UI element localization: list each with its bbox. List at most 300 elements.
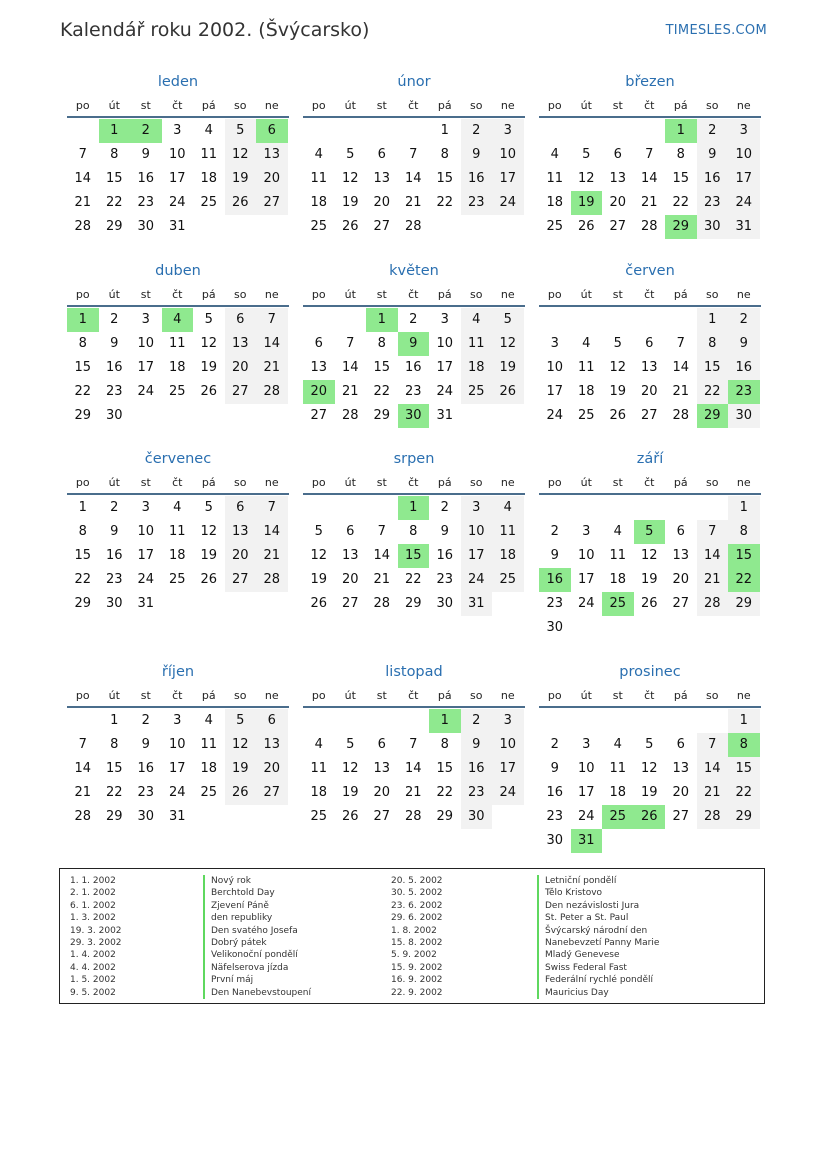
week-row	[539, 805, 761, 829]
day-cell: 22	[436, 785, 454, 800]
week-row	[303, 119, 525, 143]
day-cell: 23	[436, 572, 454, 587]
legend-names-left	[203, 875, 311, 999]
empty-cell	[539, 119, 571, 143]
week-row	[539, 757, 761, 781]
weekday-label: čt	[172, 99, 183, 112]
week-row	[539, 568, 761, 592]
day-cell: 6	[645, 336, 654, 351]
empty-cell	[335, 496, 367, 520]
day-cell: 24	[492, 781, 524, 805]
day-cell: 3	[173, 713, 182, 728]
day-cell: 9	[550, 761, 559, 776]
empty-cell	[634, 829, 666, 853]
month-name: květen	[389, 263, 439, 279]
weekday-label: ne	[736, 689, 751, 702]
day-cell: 4	[173, 500, 182, 515]
day-cell: 13	[373, 171, 391, 186]
weekday-label: so	[234, 288, 247, 301]
week-row	[67, 496, 289, 520]
day-cell: 7	[409, 737, 418, 752]
day-cell: 6	[377, 737, 386, 752]
day-cell: 2	[728, 308, 760, 332]
weekday-label: čt	[644, 99, 655, 112]
holiday-date: 1. 5. 2002	[70, 975, 116, 986]
day-cell: 21	[256, 544, 288, 568]
weekday-label: ne	[736, 99, 751, 112]
day-cell: 4	[204, 713, 213, 728]
holiday-name: Švýcarský národní den	[537, 925, 659, 937]
day-cell: 15	[105, 171, 123, 186]
empty-cell	[225, 215, 257, 239]
day-cell: 8	[78, 336, 87, 351]
day-cell: 29	[697, 404, 729, 428]
weekday-label: po	[75, 288, 90, 301]
weekday-label: ne	[264, 476, 279, 489]
day-cell: 12	[640, 548, 658, 563]
week-row	[303, 757, 525, 781]
month-block	[539, 662, 761, 853]
day-cell: 14	[373, 548, 391, 563]
day-cell: 4	[613, 737, 622, 752]
month-block	[303, 449, 525, 616]
day-cell: 29	[404, 596, 422, 611]
weekday-label: pá	[673, 689, 688, 702]
day-cell: 1	[366, 308, 398, 332]
weekday-label: pá	[201, 288, 216, 301]
day-cell: 11	[168, 524, 186, 539]
weekday-header	[303, 686, 525, 708]
day-cell: 6	[377, 147, 386, 162]
week-row	[303, 143, 525, 167]
weekday-label: čt	[408, 476, 419, 489]
day-cell: 9	[110, 524, 119, 539]
week-row	[303, 733, 525, 757]
weekday-label: pá	[437, 99, 452, 112]
day-cell: 25	[461, 380, 493, 404]
empty-cell	[492, 805, 524, 829]
holiday-date: 1. 3. 2002	[70, 913, 116, 924]
day-cell: 20	[341, 572, 359, 587]
day-cell: 9	[141, 737, 150, 752]
day-cell: 5	[634, 520, 666, 544]
day-cell: 9	[550, 548, 559, 563]
holiday-name: Velikonoční pondělí	[203, 949, 311, 961]
weekday-label: po	[75, 689, 90, 702]
weekday-label: ne	[500, 476, 515, 489]
day-cell: 27	[609, 219, 627, 234]
day-cell: 31	[168, 219, 186, 234]
holiday-date: 19. 3. 2002	[70, 925, 122, 936]
empty-cell	[461, 404, 493, 428]
day-cell: 26	[200, 384, 218, 399]
holiday-name: Federální rychlé pondělí	[537, 974, 659, 986]
empty-cell	[665, 829, 697, 853]
day-cell: 13	[609, 171, 627, 186]
holiday-date: 5. 9. 2002	[391, 950, 437, 961]
day-cell: 26	[341, 809, 359, 824]
day-cell: 5	[225, 709, 257, 733]
day-cell: 17	[137, 360, 155, 375]
day-cell: 20	[609, 195, 627, 210]
day-cell: 13	[256, 143, 288, 167]
weekday-label: ne	[264, 288, 279, 301]
day-cell: 6	[346, 524, 355, 539]
weekday-label: pá	[201, 99, 216, 112]
day-cell: 26	[341, 219, 359, 234]
day-cell: 13	[672, 761, 690, 776]
day-cell: 27	[225, 568, 257, 592]
day-cell: 14	[640, 171, 658, 186]
holiday-name: První máj	[203, 974, 311, 986]
holiday-name: Mauricius Day	[537, 987, 659, 999]
page-title: Kalendář roku 2002. (Švýcarsko)	[60, 19, 370, 41]
weekday-label: út	[108, 689, 120, 702]
weekday-label: pá	[437, 476, 452, 489]
day-cell: 20	[225, 544, 257, 568]
weekday-label: st	[612, 476, 623, 489]
week-row	[67, 568, 289, 592]
empty-cell	[492, 592, 524, 616]
day-cell: 13	[373, 761, 391, 776]
week-row	[539, 781, 761, 805]
day-cell: 28	[672, 408, 690, 423]
day-cell: 14	[404, 171, 422, 186]
day-cell: 14	[74, 761, 92, 776]
day-cell: 19	[310, 572, 328, 587]
day-cell: 9	[141, 147, 150, 162]
day-cell: 3	[550, 336, 559, 351]
month-name: únor	[397, 74, 431, 90]
day-cell: 24	[577, 809, 595, 824]
day-cell: 22	[697, 380, 729, 404]
day-cell: 12	[225, 143, 257, 167]
day-cell: 14	[256, 520, 288, 544]
week-row	[539, 380, 761, 404]
day-cell: 24	[137, 572, 155, 587]
week-row	[303, 520, 525, 544]
weekday-label: st	[140, 476, 151, 489]
day-cell: 7	[409, 147, 418, 162]
site-link[interactable]: TIMESLES.COM	[665, 23, 767, 38]
weekday-label: čt	[408, 288, 419, 301]
day-cell: 23	[105, 572, 123, 587]
empty-cell	[303, 496, 335, 520]
day-cell: 10	[546, 360, 564, 375]
day-cell: 3	[492, 709, 524, 733]
day-cell: 23	[728, 380, 760, 404]
day-cell: 27	[672, 809, 690, 824]
day-cell: 3	[440, 312, 449, 327]
weekday-header	[303, 473, 525, 495]
day-cell: 7	[645, 147, 654, 162]
week-row	[303, 404, 525, 428]
empty-cell	[256, 592, 288, 616]
day-cell: 31	[728, 215, 760, 239]
empty-cell	[193, 215, 225, 239]
month-name: prosinec	[619, 664, 681, 680]
week-row	[67, 119, 289, 143]
day-cell: 3	[492, 119, 524, 143]
day-cell: 29	[436, 809, 454, 824]
day-cell: 30	[697, 215, 729, 239]
holiday-name: Dobrý pátek	[203, 937, 311, 949]
weekday-label: pá	[437, 689, 452, 702]
empty-cell	[225, 592, 257, 616]
week-row	[67, 592, 289, 616]
day-cell: 4	[613, 524, 622, 539]
day-cell: 9	[440, 524, 449, 539]
day-cell: 9	[728, 332, 760, 356]
day-cell: 28	[404, 809, 422, 824]
day-cell: 7	[676, 336, 685, 351]
day-cell: 3	[141, 500, 150, 515]
empty-cell	[492, 215, 524, 239]
day-cell: 31	[137, 596, 155, 611]
weekday-label: út	[580, 288, 592, 301]
empty-cell	[225, 805, 257, 829]
day-cell: 21	[672, 384, 690, 399]
month-name: červen	[625, 263, 675, 279]
day-cell: 12	[609, 360, 627, 375]
day-cell: 11	[168, 336, 186, 351]
day-cell: 2	[440, 500, 449, 515]
day-cell: 1	[697, 308, 729, 332]
week-row	[303, 709, 525, 733]
day-cell: 6	[676, 524, 685, 539]
holiday-name: Nanebevzetí Panny Marie	[537, 937, 659, 949]
empty-cell	[429, 215, 461, 239]
day-cell: 27	[373, 809, 391, 824]
day-cell: 19	[341, 195, 359, 210]
holiday-name: Zjevení Páně	[203, 900, 311, 912]
day-cell: 2	[550, 737, 559, 752]
day-cell: 30	[546, 620, 564, 635]
day-cell: 1	[728, 709, 760, 733]
day-cell: 19	[225, 757, 257, 781]
day-cell: 20	[373, 785, 391, 800]
day-cell: 24	[436, 384, 454, 399]
day-cell: 19	[609, 384, 627, 399]
week-row	[539, 520, 761, 544]
week-row	[539, 167, 761, 191]
weekday-label: čt	[644, 288, 655, 301]
day-cell: 8	[697, 332, 729, 356]
day-cell: 11	[577, 360, 595, 375]
day-cell: 2	[110, 312, 119, 327]
weekday-label: po	[311, 288, 326, 301]
month-name: listopad	[385, 664, 443, 680]
day-cell: 7	[377, 524, 386, 539]
day-cell: 28	[256, 568, 288, 592]
day-cell: 9	[398, 332, 430, 356]
day-cell: 29	[105, 219, 123, 234]
weekday-header	[539, 96, 761, 118]
day-cell: 22	[404, 572, 422, 587]
week-row	[303, 544, 525, 568]
month-block	[67, 449, 289, 616]
day-cell: 29	[105, 809, 123, 824]
day-cell: 1	[78, 500, 87, 515]
week-row	[303, 496, 525, 520]
day-cell: 10	[137, 524, 155, 539]
day-cell: 8	[110, 147, 119, 162]
day-cell: 7	[78, 737, 87, 752]
day-cell: 2	[697, 119, 729, 143]
day-cell: 21	[404, 785, 422, 800]
day-cell: 1	[67, 308, 99, 332]
week-row	[67, 143, 289, 167]
holiday-name: Swiss Federal Fast	[537, 962, 659, 974]
weekday-label: st	[612, 689, 623, 702]
empty-cell	[634, 616, 666, 640]
weekday-label: so	[234, 99, 247, 112]
day-cell: 17	[168, 171, 186, 186]
day-cell: 8	[676, 147, 685, 162]
day-cell: 5	[204, 312, 213, 327]
day-cell: 1	[440, 123, 449, 138]
day-cell: 30	[137, 219, 155, 234]
empty-cell	[461, 215, 493, 239]
day-cell: 4	[204, 123, 213, 138]
day-cell: 15	[436, 171, 454, 186]
day-cell: 15	[728, 757, 760, 781]
day-cell: 19	[200, 360, 218, 375]
weekday-label: út	[108, 288, 120, 301]
week-row	[539, 215, 761, 239]
day-cell: 1	[429, 709, 461, 733]
holiday-date: 29. 3. 2002	[70, 937, 122, 948]
empty-cell	[335, 119, 367, 143]
day-cell: 15	[373, 360, 391, 375]
day-cell: 22	[672, 195, 690, 210]
month-block	[303, 261, 525, 428]
day-cell: 8	[440, 147, 449, 162]
empty-cell	[398, 119, 430, 143]
empty-cell	[303, 119, 335, 143]
week-row	[303, 805, 525, 829]
day-cell: 18	[609, 572, 627, 587]
empty-cell	[602, 496, 634, 520]
day-cell: 6	[676, 737, 685, 752]
day-cell: 14	[697, 757, 729, 781]
day-cell: 31	[436, 408, 454, 423]
day-cell: 26	[609, 408, 627, 423]
day-cell: 15	[74, 360, 92, 375]
day-cell: 20	[303, 380, 335, 404]
day-cell: 18	[168, 360, 186, 375]
empty-cell	[697, 496, 729, 520]
empty-cell	[697, 616, 729, 640]
empty-cell	[634, 308, 666, 332]
day-cell: 22	[105, 785, 123, 800]
weekday-label: so	[470, 288, 483, 301]
day-cell: 4	[492, 496, 524, 520]
day-cell: 8	[78, 524, 87, 539]
weekday-label: út	[344, 476, 356, 489]
day-cell: 1	[665, 119, 697, 143]
day-cell: 21	[74, 785, 92, 800]
empty-cell	[571, 308, 603, 332]
day-cell: 1	[110, 713, 119, 728]
week-row	[67, 733, 289, 757]
day-cell: 19	[200, 548, 218, 563]
day-cell: 7	[256, 496, 288, 520]
day-cell: 8	[728, 733, 760, 757]
weekday-header	[67, 285, 289, 307]
weekday-label: po	[311, 689, 326, 702]
week-row	[303, 568, 525, 592]
empty-cell	[335, 308, 367, 332]
weekday-label: út	[580, 689, 592, 702]
day-cell: 2	[110, 500, 119, 515]
day-cell: 7	[256, 308, 288, 332]
weekday-label: st	[376, 476, 387, 489]
day-cell: 20	[225, 356, 257, 380]
day-cell: 16	[404, 360, 422, 375]
day-cell: 10	[492, 143, 524, 167]
weekday-label: út	[108, 99, 120, 112]
day-cell: 27	[256, 781, 288, 805]
day-cell: 26	[492, 380, 524, 404]
day-cell: 9	[461, 733, 493, 757]
empty-cell	[665, 308, 697, 332]
empty-cell	[665, 496, 697, 520]
weekday-label: pá	[673, 99, 688, 112]
day-cell: 15	[74, 548, 92, 563]
day-cell: 6	[256, 119, 288, 143]
weekday-label: st	[612, 288, 623, 301]
day-cell: 22	[373, 384, 391, 399]
empty-cell	[366, 496, 398, 520]
weekday-label: st	[140, 689, 151, 702]
day-cell: 8	[377, 336, 386, 351]
day-cell: 6	[613, 147, 622, 162]
day-cell: 5	[613, 336, 622, 351]
day-cell: 14	[672, 360, 690, 375]
day-cell: 16	[728, 356, 760, 380]
day-cell: 26	[634, 805, 666, 829]
day-cell: 25	[310, 809, 328, 824]
day-cell: 10	[168, 147, 186, 162]
week-row	[67, 520, 289, 544]
weekday-label: so	[706, 476, 719, 489]
empty-cell	[492, 404, 524, 428]
weekday-label: pá	[201, 689, 216, 702]
weekday-header	[67, 686, 289, 708]
empty-cell	[571, 709, 603, 733]
week-row	[303, 592, 525, 616]
weekday-label: ne	[264, 689, 279, 702]
day-cell: 4	[582, 336, 591, 351]
day-cell: 7	[697, 520, 729, 544]
day-cell: 15	[105, 761, 123, 776]
day-cell: 21	[697, 568, 729, 592]
day-cell: 2	[409, 312, 418, 327]
day-cell: 5	[346, 737, 355, 752]
day-cell: 26	[225, 781, 257, 805]
week-row	[67, 191, 289, 215]
day-cell: 4	[461, 308, 493, 332]
week-row	[67, 781, 289, 805]
day-cell: 25	[200, 195, 218, 210]
month-block	[539, 449, 761, 640]
day-cell: 30	[546, 833, 564, 848]
day-cell: 22	[436, 195, 454, 210]
month-name: září	[636, 451, 664, 467]
day-cell: 17	[577, 785, 595, 800]
week-row	[303, 191, 525, 215]
